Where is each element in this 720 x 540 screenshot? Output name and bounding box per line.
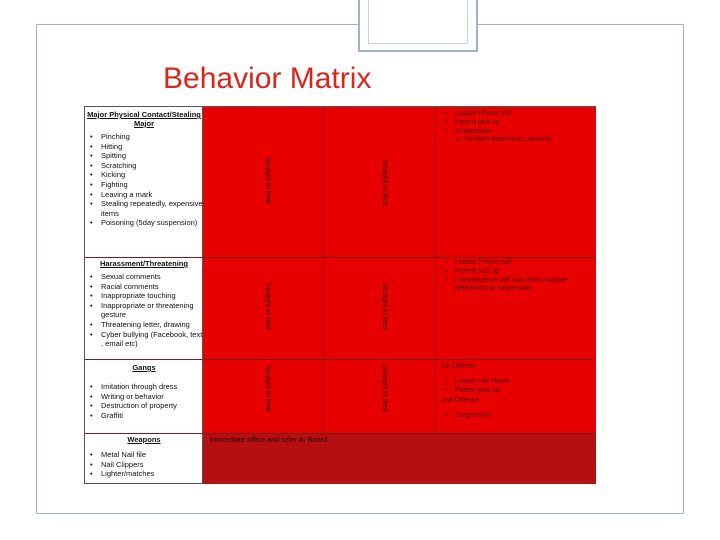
list-item: • Poisoning (5day suspension) [85,218,203,228]
level-label: Straight to Red [264,365,271,412]
consequence-subitem: o Incident determines severity [441,136,593,145]
level-label: Straight to Red [381,283,388,330]
list-item: • Threatening letter, drawing [85,320,203,330]
list-item: • Lighter/matches [85,469,203,479]
level-label: Straight to Red [381,365,388,412]
category-heading: Gangs [132,363,156,372]
slide-title: Behavior Matrix [163,62,372,95]
column-divider [323,107,324,433]
list-item: • Cyber bullying (Facebook, text , email etc) [85,330,203,349]
consequence-item: • Consequence will vary from multiple detentions to suspension [441,277,593,295]
list-item: • Pinching [85,132,203,142]
category-cell-gangs [85,363,203,420]
list-item: • Scratching [85,161,203,171]
list-item: • Leaving a mark [85,190,203,200]
consequence-cell [441,259,593,294]
list-item: • Metal Nail file [85,450,203,460]
list-item: • Racial comments [85,282,203,292]
list-item: • Writing or behavior [85,392,203,402]
category-heading: Major Physical Contact/Stealing Major [87,110,201,128]
list-item: • Fighting [85,180,203,190]
consequence-item: • Leader Phone call [441,259,593,268]
column-divider [435,107,436,433]
list-item: • Kicking [85,170,203,180]
offense-heading: 2nd Offense [441,396,480,404]
list-item: • Graffiti [85,411,203,421]
list-item: • Spitting [85,151,203,161]
consequence-item: • Suspension [441,128,593,137]
category-heading: Weapons [127,435,161,444]
category-cell-physical [85,110,203,228]
consequence-item: • Parent pick up [441,387,593,396]
list-item: • Destruction of property [85,401,203,411]
list-item: • Stealing repeatedly, expensive items [85,199,203,218]
consequence-item: • Parent pick up [441,268,593,277]
level-label: Straight to Red [264,157,271,204]
list-item: • Sexual comments [85,272,203,282]
level-label: Straight to Red [381,159,388,206]
consequence-item: • Suspension [441,412,593,421]
category-cell-weapons [85,435,203,479]
category-cell-harassment [85,259,203,349]
level-label: Straight to Red [264,283,271,330]
weapons-consequence: Immediate office and refer to Board [210,435,328,444]
list-item: • Nail Clippers [85,460,203,470]
category-heading: Harassment/Threatening [100,259,188,268]
list-item: • Inappropriate touching [85,291,203,301]
consequence-cell [441,362,593,420]
consequence-item: • Leader Phone call [441,110,593,119]
consequence-item: • Parent pick up [441,119,593,128]
slide-decoration-tab-inner [368,0,468,44]
list-item: • Inappropriate or threatening gesture [85,301,203,320]
list-item: • Hitting [85,142,203,152]
consequence-item: • Leader call Home [441,378,593,387]
behavior-matrix-table [84,106,596,484]
consequence-cell [441,110,593,145]
offense-heading: 1st Offense [441,363,477,370]
list-item: • Imitation through dress [85,382,203,392]
